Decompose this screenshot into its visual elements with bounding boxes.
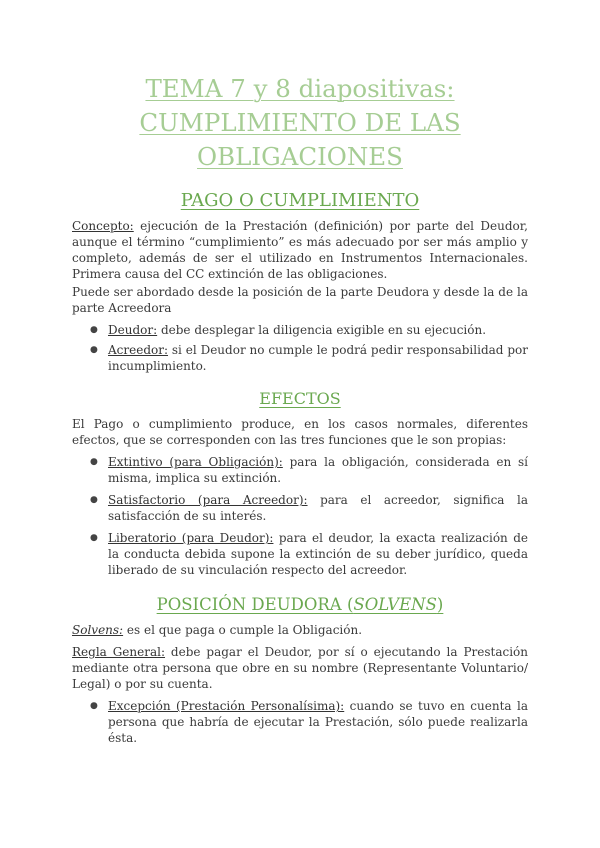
- solvens-text: es el que paga o cumple la Obligación.: [123, 623, 363, 637]
- bullet-icon: ●: [90, 495, 98, 505]
- bullet-icon: ●: [90, 701, 98, 711]
- list-item-label: Extintivo (para Obligación):: [108, 455, 283, 469]
- list-item: [72, 342, 528, 374]
- posicion-heading-post: ): [436, 595, 444, 614]
- list-item-text: debe desplegar la diligencia exigible en su ejecución.: [157, 323, 487, 337]
- posicion-list: [72, 698, 528, 746]
- solvens-paragraph: [72, 622, 528, 638]
- bullet-icon: ●: [90, 345, 98, 355]
- solvens-label: Solvens:: [72, 623, 124, 637]
- regla-paragraph: [72, 644, 528, 692]
- bullet-icon: ●: [90, 325, 98, 335]
- list-item: [72, 454, 528, 486]
- bullet-icon: ●: [90, 533, 98, 543]
- list-item-text: para la obligación, considerada en sí misma, implica su extinción.: [108, 455, 528, 485]
- list-item-label: Satisfactorio (para Acreedor):: [108, 493, 308, 507]
- list-item: [72, 698, 528, 746]
- list-item-text: si el Deudor no cumple le podrá pedir responsabilidad por incumplimiento.: [108, 343, 528, 373]
- concepto-paragraph: [72, 218, 528, 282]
- list-item: [72, 492, 528, 524]
- section-heading-efectos: EFECTOS: [259, 389, 341, 408]
- list-item: [72, 322, 528, 338]
- concepto-label: Concepto:: [72, 219, 134, 233]
- posicion-heading-pre: POSICIÓN DEUDORA (: [156, 595, 354, 614]
- document-title: [72, 72, 528, 174]
- list-item: [72, 530, 528, 578]
- title-line-2: CUMPLIMIENTO DE LAS: [139, 108, 461, 137]
- list-item-text: cuando se tuvo en cuenta la persona que habría de ejecutar la Prestación, sólo puede realizarla ésta.: [108, 699, 528, 745]
- posicion-heading-italic: SOLVENS: [353, 595, 437, 614]
- bullet-icon: ●: [90, 457, 98, 467]
- concepto-text: ejecución de la Prestación (definición) por parte del Deudor, aunque el término “cumplimiento” es más adecuado por ser más amplio y completo, además de ser el utilizado en Instrumentos Internacionales. Primera causa del CC extinción de las obligaciones.: [72, 219, 528, 281]
- regla-text: debe pagar el Deudor, por sí o ejecutando la Prestación mediante otra persona que obre en su nombre (Representante Voluntario/ Legal) o por su cuenta.: [72, 645, 528, 691]
- regla-label: Regla General:: [72, 645, 166, 659]
- list-item-text: para el deudor, la exacta realización de la conducta debida supone la extinción de su deber jurídico, queda liberado de su vinculación respecto del acreedor.: [108, 531, 528, 577]
- section-heading-pago: PAGO O CUMPLIMIENTO: [180, 190, 420, 211]
- list-item-label: Excepción (Prestación Personalísima):: [108, 699, 345, 713]
- list-item-label: Acreedor:: [108, 343, 169, 357]
- efectos-intro: El Pago o cumplimiento produce, en los casos normales, diferentes efectos, que se corresponden con las tres funciones que le son propias:: [72, 417, 528, 447]
- section-heading-posicion: [72, 594, 528, 616]
- abordado-paragraph: Puede ser abordado desde la posición de la parte Deudora y desde la de la parte Acreedora: [72, 285, 528, 315]
- title-line-3: OBLIGACIONES: [197, 142, 403, 171]
- list-item-label: Deudor:: [108, 323, 158, 337]
- title-line-1: TEMA 7 y 8 diapositivas:: [145, 74, 455, 103]
- efectos-list: [72, 454, 528, 578]
- list-item-label: Liberatorio (para Deudor):: [108, 531, 274, 545]
- list-item-text: para el acreedor, significa la satisfacción de su interés.: [108, 493, 528, 523]
- pago-list: [72, 322, 528, 374]
